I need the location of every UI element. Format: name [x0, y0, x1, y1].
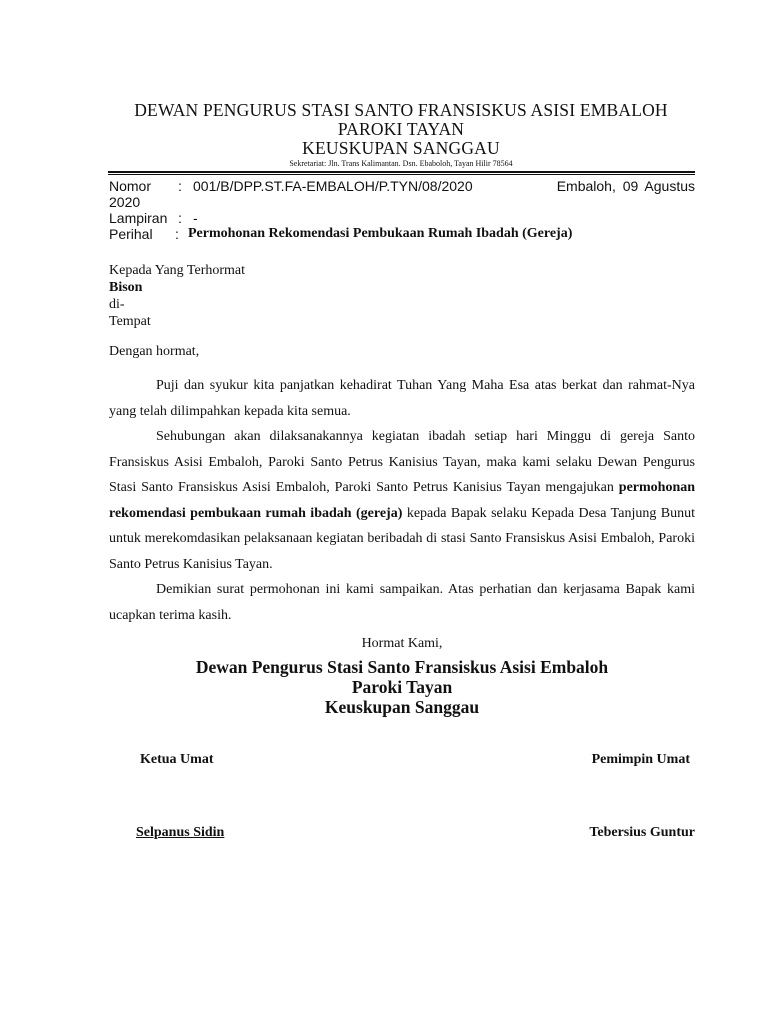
- letterhead: [80, 101, 722, 169]
- closing-block: [109, 635, 695, 717]
- closing-parish: Paroki Tayan: [351, 677, 453, 697]
- closing-organization: Dewan Pengurus Stasi Santo Fransiskus Asisi Embaloh: [195, 657, 609, 677]
- addressee-name: Bison: [109, 280, 143, 295]
- signature-right-title: Pemimpin Umat: [591, 752, 690, 767]
- letter-date: Embaloh, 09 Agustus: [556, 178, 695, 194]
- letter-meta: [109, 178, 695, 242]
- perihal-colon: :: [175, 226, 179, 242]
- date-year-row: [109, 194, 695, 210]
- greeting: Dengan hormat,: [109, 344, 200, 359]
- addressee-di: di-: [109, 297, 125, 312]
- paragraph-opening: Puji dan syukur kita panjatkan kehadirat Tuhan Yang Maha Esa atas berkat dan rahmat-Nya yang telah dilimpahkan kepada kita semua.: [109, 378, 695, 419]
- closing-salutation: Hormat Kami,: [361, 636, 443, 651]
- signature-left-title: Ketua Umat: [140, 752, 214, 767]
- signature-left-name: Selpanus Sidin: [136, 825, 225, 840]
- nomor-value: 001/B/DPP.ST.FA-EMBALOH/P.TYN/08/2020: [193, 178, 473, 194]
- perihal-value: Permohonan Rekomendasi Pembukaan Rumah Ibadah (Gereja): [188, 226, 573, 241]
- letter-body: [109, 339, 695, 628]
- letterhead-address: Sekretariat: Jln. Trans Kalimantan. Dsn. Ebaboloh, Tayan Hilir 78564: [289, 159, 513, 168]
- closing-diocese: Keuskupan Sanggau: [324, 697, 480, 717]
- perihal-label: Perihal: [109, 226, 153, 242]
- nomor-label: Nomor: [109, 178, 152, 194]
- nomor-row: [109, 178, 695, 194]
- letterhead-divider-thin: [108, 174, 695, 175]
- paragraph-closing: Demikian surat permohonan ini kami sampaikan. Atas perhatian dan kerjasama Bapak kami ucapkan terima kasih.: [109, 582, 695, 623]
- signature-right-name: Tebersius Guntur: [589, 825, 695, 840]
- lampiran-colon: :: [178, 210, 182, 226]
- paragraph-request-text-1: Sehubungan akan dilaksanakannya kegiatan ibadah setiap hari Minggu di gereja Santo Fransiskus Asisi Embaloh, Paroki Santo Petrus Kanisius Tayan, maka kami selaku Dewan Pengurus Stasi Santo Fransiskus Asisi Embaloh, Paroki Santo Petrus Kanisius Tayan mengajukan: [109, 429, 695, 495]
- letterhead-organization: DEWAN PENGURUS STASI SANTO FRANSISKUS ASISI EMBALOH: [134, 100, 668, 120]
- letterhead-parish: PAROKI TAYAN: [337, 119, 465, 139]
- letterhead-diocese: KEUSKUPAN SANGGAU: [302, 138, 500, 158]
- lampiran-row: [109, 210, 695, 226]
- paragraph-request-text-2: kepada Bapak selaku Kepada Desa Tanjung Bunut untuk merekomdasikan pelaksanaan kegiatan beribadah di stasi Santo Fransiskus Asisi Embaloh, Paroki Santo Petrus Kanisius Tayan.: [109, 505, 695, 572]
- letter-date-year: 2020: [109, 194, 141, 210]
- addressee-place: Tempat: [109, 314, 151, 329]
- paragraph-request: [109, 424, 695, 577]
- nomor-colon: :: [178, 178, 182, 194]
- lampiran-label: Lampiran: [109, 210, 168, 226]
- letterhead-divider-thick: [108, 171, 695, 173]
- addressee-salutation: Kepada Yang Terhormat: [109, 263, 246, 278]
- lampiran-value: -: [193, 210, 198, 226]
- addressee-block: [109, 262, 245, 330]
- paragraph-request-emphasis: permohonan rekomendasi pembukaan rumah ibadah (gereja): [109, 480, 696, 521]
- perihal-row: [109, 226, 695, 242]
